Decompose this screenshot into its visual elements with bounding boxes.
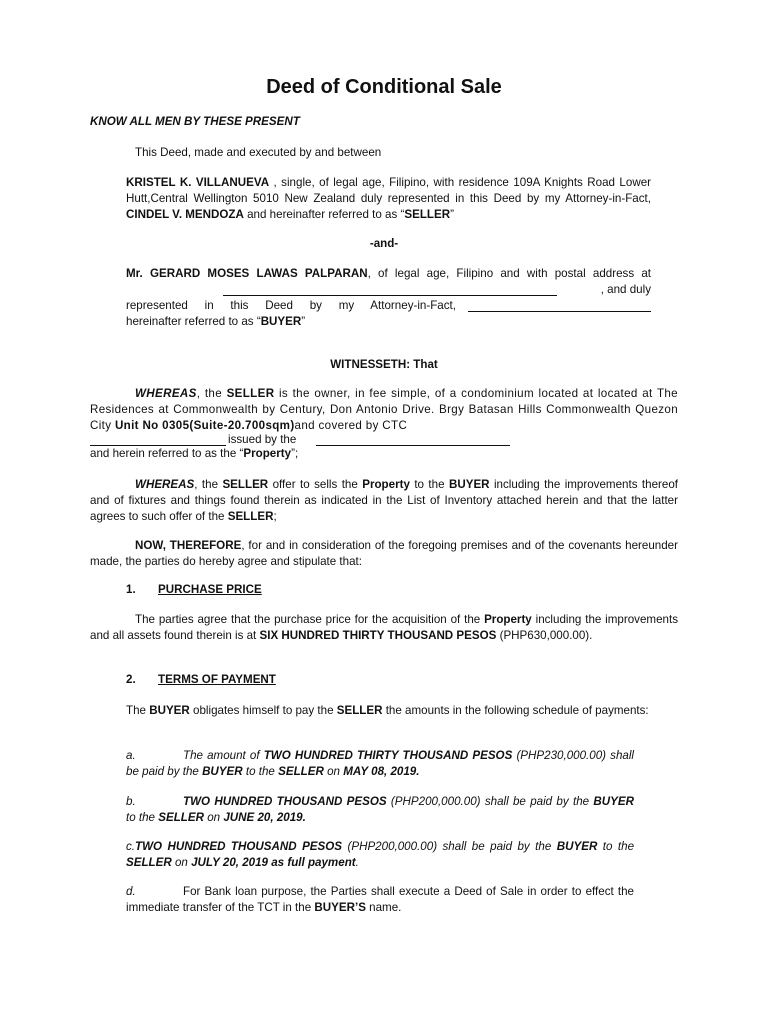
whereas-1-seller: SELLER [226,387,275,400]
payment-b-t1: (PHP200,000.00) shall be paid by the [386,795,594,808]
buyer-paragraph-cont [126,282,651,298]
section-2-heading [126,672,276,688]
payment-d-t2: name. [365,901,402,914]
buyer-role-row [126,314,651,330]
whereas-1-lead: WHEREAS [135,387,197,400]
whereas-2-t3: to the [409,478,449,491]
payment-a-date: MAY 08, 2019. [343,765,420,778]
buyer-paragraph [126,266,651,282]
terms-t2: obligates himself to pay the [189,704,337,717]
seller-text-2: and hereinafter referred to as “ [243,208,405,221]
payment-d-buyer: BUYER’S [314,901,366,914]
purchase-t3: (PHP630,000.00). [496,629,593,642]
terms-t3: the amounts in the following schedule of payments: [382,704,649,717]
payment-d-letter: d. [126,885,136,898]
intro-paragraph: This Deed, made and executed by and between [135,146,382,159]
payment-a-letter: a. [126,749,136,762]
purchase-t2: including the improvements and all assets found therein is at [90,613,678,642]
buyer-rep-text: represented in this Deed by my Attorney-in-Fact, [126,299,456,312]
terms-paragraph [90,703,678,719]
issuer-blank-line [316,434,510,446]
payment-a-t1: The amount of [183,749,264,762]
payment-c-date: JULY 20, 2019 as full payment [191,856,356,869]
payment-d [126,884,634,916]
now-therefore-paragraph [90,538,678,570]
seller-name: KRISTEL K. VILLANUEVA [126,176,270,189]
terms-t1: The [126,704,150,717]
buyer-name: Mr. GERARD MOSES LAWAS PALPARAN [126,267,368,280]
seller-text-1: , single, of legal age, Filipino, with residence 109A Knights Road Lower Hutt,Central Wellington 5010 New Zealand duly represented in this Deed by my Attorney-in-Fact, [126,176,652,205]
whereas-2-seller: SELLER [222,478,269,491]
seller-paragraph [126,175,651,223]
whereas-1-t4: issued by the [228,433,297,446]
payment-c-seller: SELLER [126,856,172,869]
whereas-2-property: Property [362,478,410,491]
payment-b-letter: b. [126,795,136,808]
payment-b-seller: SELLER [158,811,204,824]
and-separator: -and- [369,237,399,250]
know-all-heading: KNOW ALL MEN BY THESE PRESENT [90,115,300,128]
whereas-1-t6: ”; [291,447,299,460]
payment-a-buyer: BUYER [202,765,243,778]
whereas-2-buyer: BUYER [448,478,490,491]
document-title: Deed of Conditional Sale [266,76,502,98]
now-therefore-lead: NOW, THEREFORE [135,539,242,552]
payment-a [126,748,634,780]
purchase-property: Property [484,613,532,626]
buyer-role: BUYER [260,315,302,328]
whereas-1-t5: and herein referred to as the “ [90,447,244,460]
seller-role: SELLER [404,208,451,221]
whereas-1-unit: Unit No 0305(Suite-20.700sqm) [114,419,295,432]
buyer-rep-row [126,298,651,314]
terms-seller: SELLER [336,704,383,717]
payment-c-t1: (PHP200,000.00) shall be paid by the [342,840,557,853]
payment-d-t1: For Bank loan purpose, the Parties shall execute a Deed of Sale in order to effect the immediate transfer of the TCT in the [126,885,634,914]
payment-a-seller: SELLER [278,765,324,778]
terms-buyer: BUYER [149,704,190,717]
whereas-2-t2: offer to sells the [268,478,363,491]
payment-b-date: JUNE 20, 2019. [223,811,306,824]
whereas-2-seller-2: SELLER [227,510,274,523]
payment-c-t4: . [355,856,359,869]
payment-c-t3: on [171,856,192,869]
witnesseth-heading: WITNESSETH: That [330,358,438,371]
payment-b-amount: TWO HUNDRED THOUSAND PESOS [183,795,387,808]
seller-attorney: CINDEL V. MENDOZA [126,208,244,221]
whereas-2-lead: WHEREAS [135,478,195,491]
payment-b-buyer: BUYER [593,795,635,808]
whereas-1-t2: is the owner, in fee simple, of a condominium located at located at The Residences at Commonwealth by Century, Don Antonio Drive. Brgy Batasan Hills Commonwealth Quezon City [90,387,678,432]
buyer-text-4: ” [301,315,306,328]
whereas-2-t5: ; [273,510,277,523]
section-1-label: PURCHASE PRICE [158,583,262,596]
payment-a-t2: (PHP230,000.00) shall be paid by the [126,749,634,778]
whereas-2-t1: , the [194,478,223,491]
whereas-2-t4: including the improvements thereof and of fixtures and things found therein as indicated in the List of Inventory attached herein and that the latter agrees to such offer of the [90,478,679,523]
whereas-1-t1: , the [196,387,227,400]
section-2-label: TERMS OF PAYMENT [158,673,276,686]
payment-a-t3: to the [242,765,279,778]
whereas-1-paragraph [90,386,678,434]
payment-a-t4: on [323,765,344,778]
property-ref-row [90,446,678,462]
section-2-number: 2. [126,673,136,686]
payment-b-t3: on [203,811,224,824]
buyer-text-2-end: , and duly [600,283,651,296]
payment-c-amount: TWO HUNDRED THOUSAND PESOS [135,840,343,853]
payment-c-buyer: BUYER [556,840,598,853]
attorney-blank-line [468,300,651,312]
payment-c [126,839,634,871]
ctc-blank-line [90,434,226,446]
purchase-t1: The parties agree that the purchase price for the acquisition of the [135,613,485,626]
seller-text-3: ” [450,208,454,221]
buyer-text-1: , of legal age, Filipino and with postal address at [367,267,651,280]
payment-a-amount: TWO HUNDRED THIRTY THOUSAND PESOS [263,749,513,762]
whereas-2-paragraph [90,477,678,525]
payment-b-t2: to the [126,811,159,824]
purchase-amount: SIX HUNDRED THIRTY THOUSAND PESOS [259,629,497,642]
payment-c-letter: c. [126,840,136,853]
payment-b [126,794,634,826]
whereas-1-property: Property [243,447,292,460]
purchase-price-paragraph [90,612,678,644]
section-1-number: 1. [126,583,136,596]
whereas-1-t3: and covered by CTC [294,419,408,432]
buyer-text-3: hereinafter referred to as “ [126,315,261,328]
payment-c-t2: to the [597,840,635,853]
now-therefore-t1: , for and in consideration of the foregoing premises and of the covenants hereunder made, the parties do hereby agree and stipulate that: [90,539,678,568]
section-1-heading [126,582,262,598]
